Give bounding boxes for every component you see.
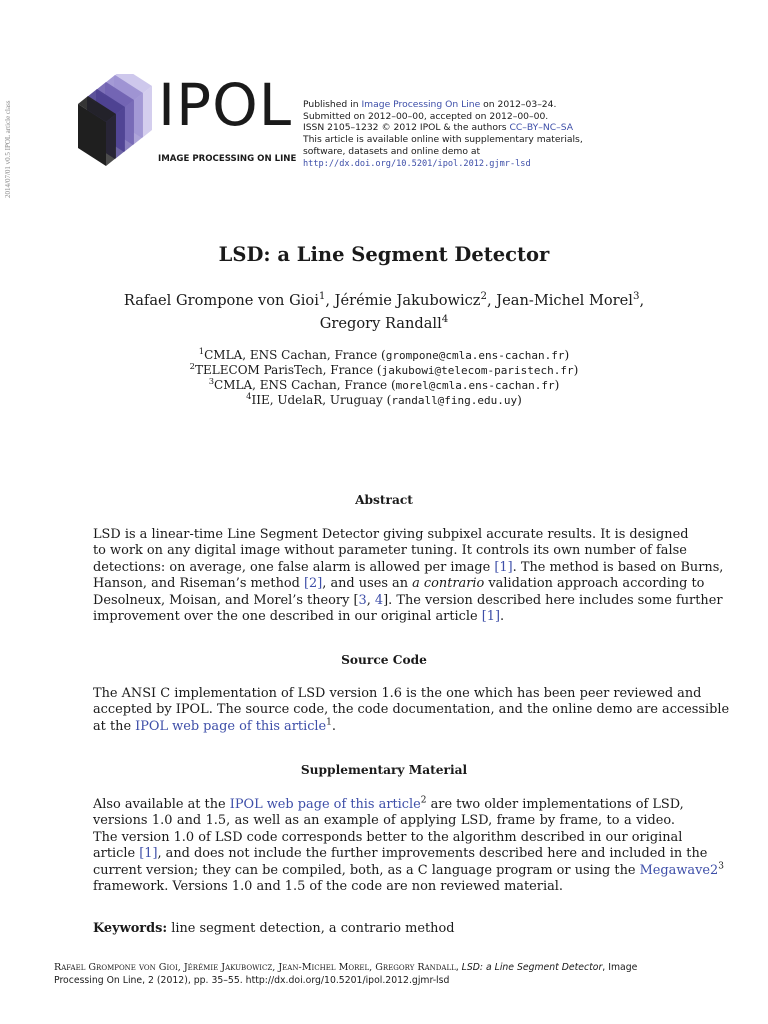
availability-text-2: software, datasets and online demo at: [303, 145, 481, 157]
supplementary-body: [93, 795, 724, 895]
author-name: Jean-Michel Morel: [496, 292, 633, 309]
text-run: ]. The version described here includes some further: [383, 592, 723, 608]
text-run: ,: [366, 592, 375, 608]
footer-sep: ,: [455, 962, 462, 973]
text-run: Also available at the: [93, 797, 230, 812]
text-run: , and does not include the further improvements described here and included in the: [157, 846, 708, 862]
supplementary-heading: Supplementary Material: [300, 763, 468, 777]
availability-text: This article is available online with supplementary materials,: [303, 134, 583, 146]
doi-link[interactable]: http://dx.doi.org/10.5201/ipol.2012.gjmr-lsd: [303, 158, 531, 169]
text-run: .: [499, 608, 505, 624]
affil-name: CMLA, ENS Cachan, France (: [204, 348, 386, 362]
paper-title: LSD: a Line Segment Detector: [218, 243, 550, 266]
supplementary-line: [93, 846, 708, 862]
supplementary-line: framework. Versions 1.0 and 1.5 of the code are non reviewed material.: [93, 878, 563, 894]
affil-name: IIE, UdelaR, Uruguay (: [251, 393, 392, 407]
text-run: detections: on average, one false alarm is allowed per image: [93, 559, 495, 575]
affil-number: 4: [246, 391, 252, 401]
abstract-heading: Abstract: [355, 493, 413, 507]
citation-link[interactable]: [1]: [139, 846, 158, 862]
citation-link[interactable]: 4: [374, 592, 384, 608]
affil-email[interactable]: jakubowi@telecom-paristech.fr: [381, 364, 574, 377]
text-run: validation approach according to: [484, 576, 705, 592]
ipol-logo-subtitle: IMAGE PROCESSING ON LINE: [158, 154, 297, 164]
author-separator: ,: [487, 292, 497, 309]
author-separator: ,: [639, 292, 645, 309]
affiliation-item: [80, 348, 688, 363]
ipol-logo[interactable]: [76, 71, 297, 176]
affil-email[interactable]: grompone@cmla.ens-cachan.fr: [385, 349, 565, 362]
affil-email[interactable]: randall@fing.edu.uy: [391, 394, 518, 407]
ipol-page-link[interactable]: IPOL web page of this article: [229, 797, 421, 812]
text-run: are two older implementations of LSD,: [426, 797, 684, 812]
supplementary-line: [93, 861, 724, 879]
affiliation-item: [80, 363, 688, 378]
ipol-wordmark: IPOL: [158, 71, 293, 139]
abstract-line: [93, 576, 705, 592]
ipol-logo-graphic: [76, 74, 156, 176]
keywords-label: Keywords:: [93, 921, 168, 936]
text-run: .: [331, 718, 337, 734]
text-run: current version; they can be compiled, both, as a C language program or using the: [93, 862, 640, 878]
affil-email[interactable]: morel@cmla.ens-cachan.fr: [395, 379, 555, 392]
footer-authors: Rafael Grompone von Gioi, Jérémie Jakubowicz, Jean-Michel Morel, Gregory Randall: [54, 962, 456, 973]
source-code-line: The ANSI C implementation of LSD version 1.6 is the one which has been peer reviewed and: [93, 686, 702, 701]
keywords-text: line segment detection, a contrario method: [167, 921, 455, 936]
pub-date: on 2012–03–24.: [480, 99, 557, 110]
citation-link[interactable]: [1]: [494, 559, 513, 575]
author-affil-mark: 3: [632, 291, 640, 303]
footer-reference: Processing On Line, 2 (2012), pp. 35–55. http://dx.doi.org/10.5201/ipol.2012.gjmr-lsd: [54, 974, 450, 986]
affil-paren: ): [554, 378, 560, 392]
ipol-page-link[interactable]: IPOL web page of this article: [135, 718, 327, 734]
footnote-mark: 1: [326, 717, 332, 728]
italic-term: a contrario: [412, 576, 485, 592]
affiliation-item: [80, 378, 688, 393]
footnote-mark: 2: [420, 795, 427, 806]
abstract-body: [93, 527, 724, 625]
footnote-mark: 3: [718, 861, 724, 872]
footer-journal: , Image: [602, 962, 638, 973]
supplementary-line: [93, 795, 684, 813]
submission-dates: Submitted on 2012–00–00, accepted on 2012–00–00.: [303, 110, 549, 122]
license-link[interactable]: CC–BY–NC–SA: [509, 122, 574, 134]
affil-paren: ): [517, 393, 522, 407]
affiliation-item: [80, 393, 688, 408]
megawave-link[interactable]: Megawave2: [639, 862, 719, 878]
text-run: . The method is based on Burns,: [512, 559, 724, 575]
affil-name: TELECOM ParisTech, France (: [195, 363, 382, 377]
author-affil-mark: 1: [318, 291, 326, 303]
affil-number: 3: [208, 376, 215, 386]
source-code-heading: Source Code: [341, 653, 427, 667]
author-name: Rafael Grompone von Gioi: [123, 292, 319, 309]
source-code-line: [93, 719, 675, 735]
citation-link[interactable]: [2]: [303, 576, 323, 592]
supplementary-line: versions 1.0 and 1.5, as well as an example of applying LSD, frame by frame, to a video.: [93, 813, 675, 829]
text-run: article: [93, 846, 140, 862]
affil-paren: ): [564, 348, 570, 362]
citation-link[interactable]: [1]: [481, 608, 500, 624]
version-stamp: 2014/07/01 v0.5 IPOL article class: [4, 100, 12, 198]
footer-title: LSD: a Line Segment Detector: [461, 962, 603, 973]
affiliation-list: [80, 348, 688, 408]
keywords: [93, 921, 455, 936]
abstract-line: [93, 609, 675, 625]
author-separator: ,: [325, 292, 335, 309]
text-run: , and uses an: [322, 576, 413, 592]
issn-text: ISSN 2105–1232 © 2012 IPOL & the authors: [303, 122, 510, 134]
author-list: [80, 289, 688, 335]
affil-paren: ): [573, 363, 579, 377]
abstract-line: LSD is a linear-time Line Segment Detector giving subpixel accurate results. It is designed: [93, 527, 689, 542]
supplementary-line: The version 1.0 of LSD code corresponds better to the algorithm described in our original: [93, 829, 683, 845]
text-run: Hanson, and Riseman’s method: [93, 576, 304, 592]
abstract-line: to work on any digital image without parameter tuning. It controls its own number of false: [93, 543, 687, 559]
author-name: Jérémie Jakubowicz: [334, 292, 481, 309]
ipol-journal-link[interactable]: Image Processing On Line: [361, 99, 481, 110]
source-code-line: accepted by IPOL. The source code, the code documentation, and the online demo are accessible: [93, 702, 730, 718]
author-name: Gregory Randall: [319, 315, 442, 332]
text-run: improvement over the one described in our original article: [93, 608, 482, 624]
publication-info: [303, 99, 633, 170]
source-code-body: [93, 686, 730, 735]
affil-number: 1: [198, 346, 205, 356]
abstract-line: [93, 592, 723, 609]
citation-footer: [54, 962, 718, 987]
text-run: at the: [93, 718, 136, 734]
abstract-line: [93, 559, 724, 576]
pub-text: Published in: [303, 99, 362, 110]
text-run: Desolneux, Moisan, and Morel’s theory [: [93, 592, 359, 608]
affil-name: CMLA, ENS Cachan, France (: [214, 378, 396, 392]
author-affil-mark: 4: [441, 314, 449, 326]
author-affil-mark: 2: [480, 291, 488, 303]
affil-number: 2: [189, 361, 196, 371]
citation-link[interactable]: 3: [358, 592, 367, 608]
